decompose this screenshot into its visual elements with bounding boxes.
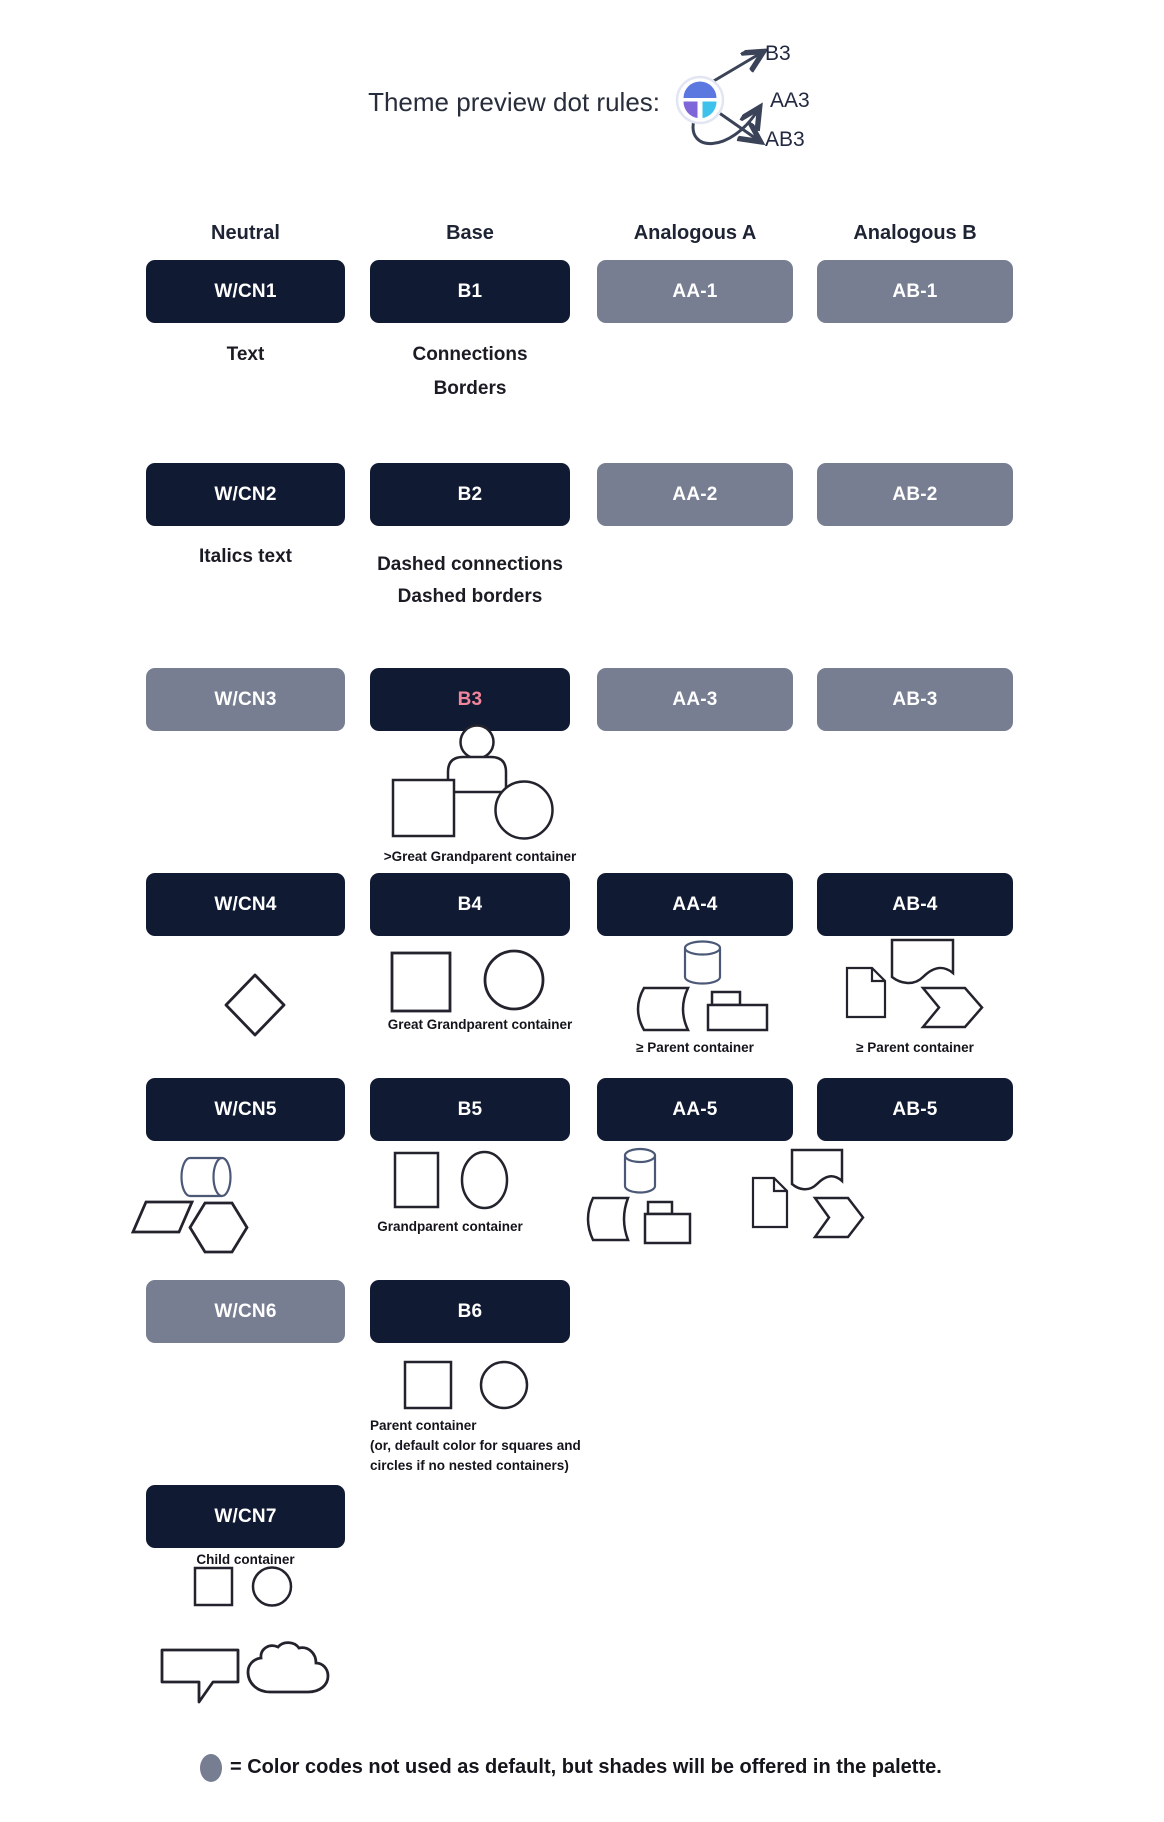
caption-parent-note-1: (or, default color for squares and bbox=[370, 1438, 581, 1453]
circle-shape-icon bbox=[481, 1362, 527, 1408]
b5-shape-group bbox=[388, 1148, 518, 1213]
swatch-ab4: AB-4 bbox=[817, 873, 1013, 936]
swatch-b5: B5 bbox=[370, 1078, 570, 1141]
swatch-wcn2: W/CN2 bbox=[146, 463, 345, 526]
cloud-shape-icon bbox=[248, 1643, 328, 1692]
wavy-document-shape-icon bbox=[892, 940, 953, 983]
column-header-analogous-b: Analogous B bbox=[853, 222, 977, 244]
caption-connections: Connections bbox=[412, 344, 528, 365]
square-shape-icon bbox=[392, 953, 450, 1011]
dot-label-ab3: AB3 bbox=[765, 128, 805, 151]
swatch-ab2: AB-2 bbox=[817, 463, 1013, 526]
b3-shape-group bbox=[385, 718, 555, 843]
chevron-shape-icon bbox=[815, 1198, 863, 1237]
document-shape-icon bbox=[753, 1178, 787, 1227]
dot-label-b3: B3 bbox=[765, 42, 791, 65]
caption-parent-note-2: circles if no nested containers) bbox=[370, 1458, 569, 1473]
swatch-ab1: AB-1 bbox=[817, 260, 1013, 323]
swatch-b2: B2 bbox=[370, 463, 570, 526]
square-shape-icon bbox=[393, 780, 454, 836]
circle-shape-icon bbox=[253, 1568, 291, 1606]
database-cylinder-icon bbox=[685, 942, 720, 984]
swatch-wcn5: W/CN5 bbox=[146, 1078, 345, 1141]
wcn4-shape-group bbox=[220, 972, 290, 1038]
parallelogram-shape-icon bbox=[133, 1202, 192, 1232]
aa4-shape-group bbox=[625, 935, 775, 1035]
wcn7-shape-group bbox=[190, 1564, 300, 1609]
dot-label-aa3: AA3 bbox=[770, 89, 810, 112]
caption-ge-parent-a: ≥ Parent container bbox=[636, 1040, 754, 1055]
swatch-b4: B4 bbox=[370, 873, 570, 936]
ab4-shape-group bbox=[845, 935, 990, 1030]
swatch-b3: B3 bbox=[370, 668, 570, 731]
stored-data-shape-icon bbox=[638, 988, 688, 1030]
caption-italics-text: Italics text bbox=[199, 546, 292, 567]
circle-shape-icon bbox=[485, 951, 543, 1009]
swatch-wcn7: W/CN7 bbox=[146, 1485, 345, 1548]
caption-borders: Borders bbox=[433, 378, 507, 399]
swatch-ab3: AB-3 bbox=[817, 668, 1013, 731]
wcn5-shape-group bbox=[128, 1150, 253, 1255]
page-title: Theme preview dot rules: bbox=[368, 87, 660, 117]
folder-shape-icon bbox=[708, 992, 767, 1030]
swatch-aa3: AA-3 bbox=[597, 668, 793, 731]
column-header-base: Base bbox=[446, 222, 494, 244]
swatch-aa1: AA-1 bbox=[597, 260, 793, 323]
theme-preview-dot bbox=[677, 77, 723, 123]
database-cylinder-icon bbox=[625, 1149, 655, 1193]
swatch-aa4: AA-4 bbox=[597, 873, 793, 936]
circle-shape-icon bbox=[462, 1152, 507, 1208]
caption-great-grandparent: Great Grandparent container bbox=[387, 1017, 573, 1032]
swatch-b6: B6 bbox=[370, 1280, 570, 1343]
caption-dashed-borders: Dashed borders bbox=[397, 586, 543, 607]
b6-shape-group bbox=[400, 1358, 535, 1413]
swatch-wcn1: W/CN1 bbox=[146, 260, 345, 323]
caption-child: Child container bbox=[196, 1552, 295, 1567]
person-shape-icon bbox=[448, 726, 506, 793]
arrow-to-b3-icon bbox=[712, 53, 761, 82]
swatch-aa2: AA-2 bbox=[597, 463, 793, 526]
circle-shape-icon bbox=[496, 782, 553, 839]
swatch-wcn3: W/CN3 bbox=[146, 668, 345, 731]
column-header-neutral: Neutral bbox=[211, 222, 280, 244]
swatch-wcn6: W/CN6 bbox=[146, 1280, 345, 1343]
b4-shape-group bbox=[388, 948, 548, 1018]
swatch-aa5: AA-5 bbox=[597, 1078, 793, 1141]
aa5-shape-group bbox=[580, 1145, 695, 1245]
caption-dashed-connections: Dashed connections bbox=[377, 554, 563, 575]
square-shape-icon bbox=[395, 1153, 438, 1207]
arrow-to-ab3-icon bbox=[715, 110, 758, 140]
stored-data-shape-icon bbox=[588, 1198, 628, 1240]
caption-grandparent: Grandparent container bbox=[377, 1219, 523, 1234]
document-shape-icon bbox=[847, 968, 885, 1017]
swatch-wcn4: W/CN4 bbox=[146, 873, 345, 936]
column-header-analogous-a: Analogous A bbox=[633, 222, 757, 244]
hexagon-shape-icon bbox=[190, 1203, 247, 1252]
speech-bubble-icon bbox=[162, 1650, 238, 1702]
legend-text: = Color codes not used as default, but shades will be offered in the palette. bbox=[230, 1756, 942, 1778]
swatch-b1: B1 bbox=[370, 260, 570, 323]
diamond-shape-icon bbox=[226, 975, 284, 1035]
caption-ge-parent-b: ≥ Parent container bbox=[856, 1040, 974, 1055]
legend-gray-dot-icon bbox=[200, 1754, 222, 1782]
ab5-shape-group bbox=[748, 1145, 868, 1240]
square-shape-icon bbox=[405, 1362, 451, 1408]
wcn7-bubble-group bbox=[155, 1638, 335, 1706]
square-shape-icon bbox=[195, 1568, 232, 1605]
swatch-ab5: AB-5 bbox=[817, 1078, 1013, 1141]
caption-great-grandparent-gt: >Great Grandparent container bbox=[383, 849, 577, 864]
horizontal-cylinder-icon bbox=[182, 1158, 231, 1196]
caption-text: Text bbox=[226, 344, 265, 365]
caption-parent: Parent container bbox=[370, 1418, 477, 1433]
chevron-shape-icon bbox=[923, 988, 982, 1027]
wavy-document-shape-icon bbox=[792, 1150, 842, 1189]
folder-shape-icon bbox=[645, 1202, 690, 1243]
